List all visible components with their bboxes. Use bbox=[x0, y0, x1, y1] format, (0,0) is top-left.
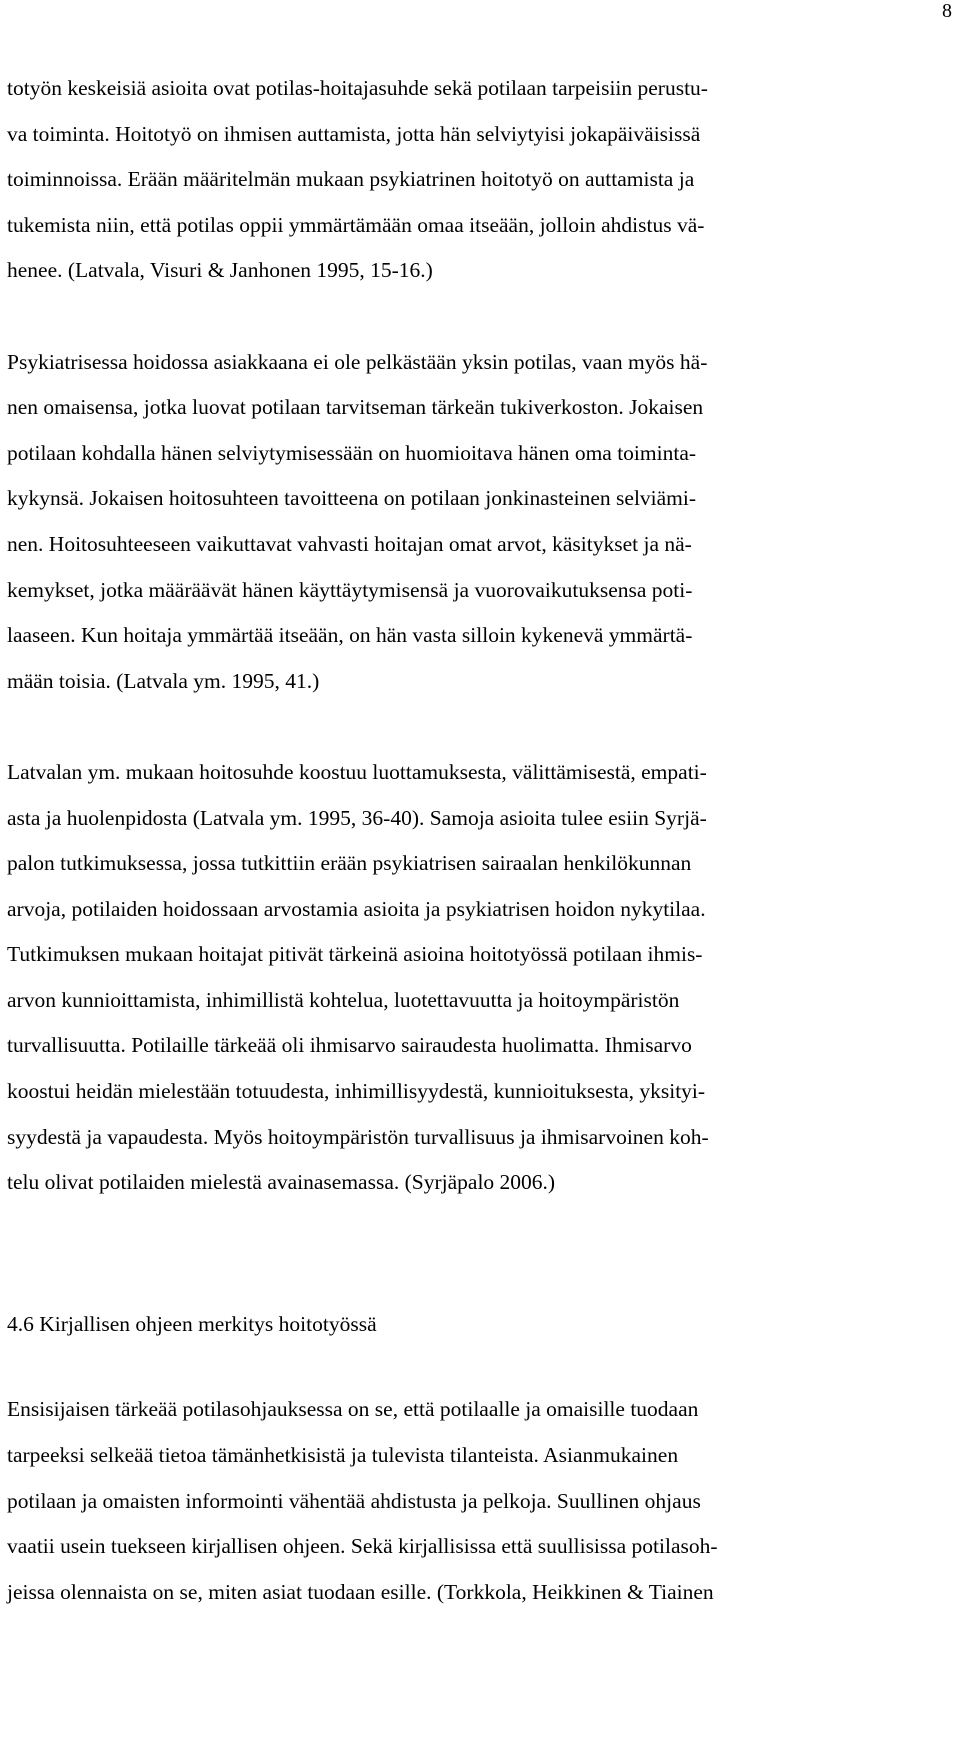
paragraph-spacer bbox=[7, 294, 847, 340]
text-line: turvallisuutta. Potilaille tärkeää oli ihmisarvo sairaudesta huolimatta. Ihmisarvo bbox=[7, 1033, 692, 1058]
text-line: kemykset, jotka määräävät hänen käyttäytymisensä ja vuorovaikutuksensa poti- bbox=[7, 577, 693, 602]
text-line: tukemista niin, että potilas oppii ymmärtämään omaa itseään, jolloin ahdistus vä- bbox=[7, 212, 705, 237]
section-spacer bbox=[7, 1206, 847, 1302]
text-line: Ensisijaisen tärkeää potilasohjauksessa on se, että potilaalle ja omaisille tuodaan bbox=[7, 1397, 699, 1422]
text-line: va toiminta. Hoitotyö on ihmisen auttamista, jotta hän selviytyisi jokapäiväisissä bbox=[7, 121, 701, 146]
text-line: Latvalan ym. mukaan hoitosuhde koostuu luottamuksesta, välittämisestä, empati- bbox=[7, 759, 707, 784]
text-line: Psykiatrisessa hoidossa asiakkaana ei ole pelkästään yksin potilas, vaan myös hä- bbox=[7, 349, 708, 374]
paragraph-2 bbox=[7, 340, 847, 705]
text-line: potilaan kohdalla hänen selviytymisessään on huomioitava hänen oma toiminta- bbox=[7, 440, 697, 465]
text-line: tarpeeksi selkeää tietoa tämänhetkisistä ja tulevista tilanteista. Asianmukainen bbox=[7, 1443, 679, 1468]
text-line: nen. Hoitosuhteeseen vaikuttavat vahvasti hoitajan omat arvot, käsitykset ja nä- bbox=[7, 531, 692, 556]
text-line: kykynsä. Jokaisen hoitosuhteen tavoitteena on potilaan jonkinasteinen selviämi- bbox=[7, 486, 697, 511]
text-line: telu olivat potilaiden mielestä avainasemassa. (Syrjäpalo 2006.) bbox=[7, 1170, 556, 1195]
document-body bbox=[7, 66, 847, 1615]
text-line: Tutkimuksen mukaan hoitajat pitivät tärkeinä asioina hoitotyössä potilaan ihmis- bbox=[7, 942, 703, 967]
page-number: 8 bbox=[942, 0, 952, 22]
section-heading: 4.6 Kirjallisen ohjeen merkitys hoitotyössä bbox=[7, 1311, 377, 1336]
paragraph-4 bbox=[7, 1387, 847, 1615]
text-line: syydestä ja vapaudesta. Myös hoitoympäristön turvallisuus ja ihmisarvoinen koh- bbox=[7, 1124, 709, 1149]
text-line: koostui heidän mielestään totuudesta, inhimillisyydestä, kunnioituksesta, yksityi- bbox=[7, 1079, 706, 1104]
paragraph-spacer bbox=[7, 704, 847, 750]
heading-spacer bbox=[7, 1347, 847, 1387]
text-line: arvon kunnioittamista, inhimillistä kohtelua, luotettavuutta ja hoitoympäristön bbox=[7, 987, 680, 1012]
text-line: arvoja, potilaiden hoidossaan arvostamia asioita ja psykiatrisen hoidon nykytilaa. bbox=[7, 896, 706, 921]
text-line: nen omaisensa, jotka luovat potilaan tarvitseman tärkeän tukiverkoston. Jokaisen bbox=[7, 395, 704, 420]
text-line: henee. (Latvala, Visuri & Janhonen 1995, 15-16.) bbox=[7, 258, 433, 283]
text-line: palon tutkimuksessa, jossa tutkittiin erään psykiatrisen sairaalan henkilökunnan bbox=[7, 851, 692, 876]
text-line: asta ja huolenpidosta (Latvala ym. 1995, 36-40). Samoja asioita tulee esiin Syrjä- bbox=[7, 805, 707, 830]
text-line: vaatii usein tuekseen kirjallisen ohjeen. Sekä kirjallisissa että suullisissa potilasoh- bbox=[7, 1534, 718, 1559]
text-line: mään toisia. (Latvala ym. 1995, 41.) bbox=[7, 668, 320, 693]
paragraph-1 bbox=[7, 66, 847, 294]
text-line: laaseen. Kun hoitaja ymmärtää itseään, on hän vasta silloin kykenevä ymmärtä- bbox=[7, 623, 693, 648]
text-line: jeissa olennaista on se, miten asiat tuodaan esille. (Torkkola, Heikkinen & Tiainen bbox=[7, 1579, 714, 1604]
text-line: potilaan ja omaisten informointi vähentää ahdistusta ja pelkoja. Suullinen ohjaus bbox=[7, 1488, 701, 1513]
text-line: toiminnoissa. Erään määritelmän mukaan psykiatrinen hoitotyö on auttamista ja bbox=[7, 167, 695, 192]
paragraph-3 bbox=[7, 750, 847, 1206]
text-line: totyön keskeisiä asioita ovat potilas-hoitajasuhde sekä potilaan tarpeisiin perustu- bbox=[7, 76, 708, 100]
